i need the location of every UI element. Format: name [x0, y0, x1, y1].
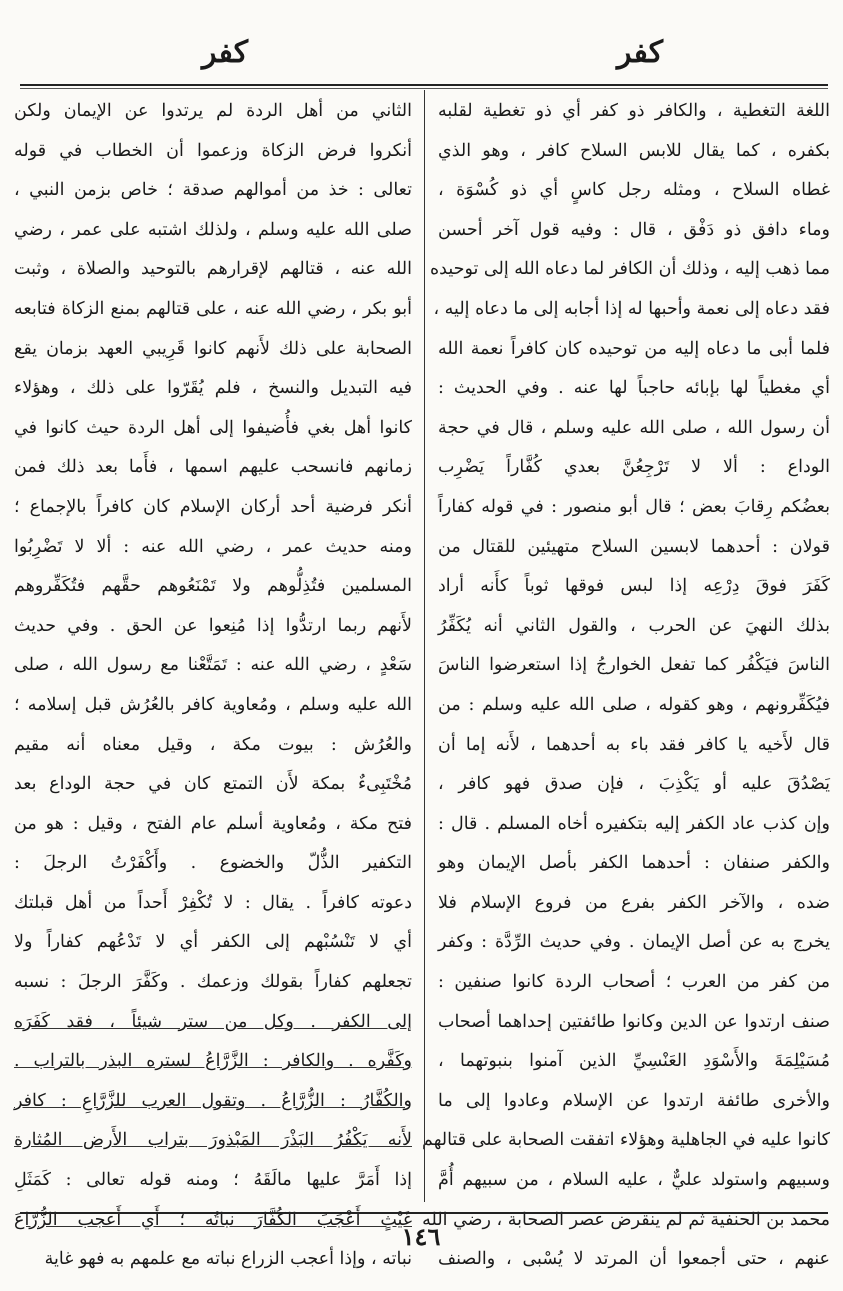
text-line: يَصْدُقَ عليه أو يَكْذِبَ ، فإن صدق فهو كافر ،: [438, 774, 830, 795]
text-line: صنف ارتدوا عن الدين وكانوا طائفتين إحداهما أصحاب: [438, 1011, 830, 1032]
text-line: محمد بن الحنفية ثم لم ينقرض عصر الصحابة ، رضي الله: [422, 1209, 830, 1230]
text-line: والعُرُش : بيوت مكة ، وقيل معناه أنه مقيم: [14, 734, 412, 755]
text-line-underlined: والكُفَّارُ : الزُّرَّاعُ . وتقول العرب للزَّرَّاعِ : كافر: [14, 1090, 412, 1111]
top-rule-thin: [20, 88, 828, 89]
text-line: ضده ، والآخر الكفر بفرع من فروع الإسلام فلا: [438, 892, 830, 913]
text-line: إذا أَمَرَّ عليها مالَقَهُ ؛ ومنه قوله تعالى : كَمَثَلِ: [14, 1170, 412, 1191]
text-line: الصحابة على ذلك لأَنهم كانوا قَرِيبي العهد بزمان يقع: [14, 338, 412, 359]
text-line: الله عنه ، قتالهم لإقرارهم بالتوحيد والصلاة ، وثبت: [14, 259, 412, 280]
text-line: يخرج به عن أصل الإيمان . وفي حديث الرِّدَّة : وكفر: [438, 932, 830, 953]
text-line: صلى الله عليه وسلم ، ولذلك اشتبه على عمر ، رضي: [14, 219, 412, 240]
text-line: قولان : أحدهما لابسين السلاح متهيئين للقتال من: [438, 536, 830, 557]
text-line: كانوا عليه في الجاهلية وهؤلاء اتفقت الصحابة على قتالهم: [422, 1130, 830, 1151]
text-line: فقد دعاه إلى نعمة وأحبها له إذا أجابه إلى ما دعاه إليه ،: [433, 298, 830, 319]
text-line: كَفَرَ فوقَ دِرْعِه إذا لبس فوقها ثوباً كأَنه أراد: [438, 576, 830, 597]
text-line: وسبيهم واستولد عليٌّ ، عليه السلام ، من سبيهم أُمَّ: [438, 1170, 830, 1191]
text-line: والكفر صنفان : أحدهما الكفر بأصل الإيمان وهو: [438, 853, 830, 874]
text-line: بكفره ، كما يقال للابس السلاح كافر ، وهو الذي: [438, 140, 830, 161]
text-line-underlined: غَيْثٍ أَعْجَبَ الكُفَّارَ نباتُه ؛ أَي أَعجب الزُّرَّاعَ: [14, 1209, 412, 1230]
text-line: ومنه حديث عمر ، رضي الله عنه : ألا لا تَضْرِبُوا: [14, 536, 412, 557]
text-line: عنهم ، حتى أجمعوا أن المرتد لا يُسْبى ، والصنف: [438, 1249, 830, 1270]
text-line-underlined: وكَفَّره . والكافر : الزَّرَّاعُ لستره البذر بالتراب .: [14, 1051, 412, 1072]
text-line: أي مغطياً لها بإبائه حاجباً لها عنه . وفي الحديث :: [438, 378, 830, 399]
text-line: الوداع : ألا لا تَرْجِعُنَّ بعدي كُفَّاراً يَضْرِب: [438, 457, 830, 478]
page-number: ١٤٦: [401, 1222, 441, 1251]
text-line: الناسَ فيَكْفُر كما تفعل الخوارجُ إذا استعرضوا الناسَ: [438, 655, 830, 676]
text-line: أي لا تَنْسُبْهم إلى الكفر أي لا تَدْعُهم كفاراً ولا: [14, 932, 412, 953]
text-line: فيُكَفِّرونهم ، وهو كقوله ، صلى الله عليه وسلم : من: [438, 694, 830, 715]
column-divider: [424, 90, 425, 1202]
text-line: بذلك النهيَ عن الحرب ، والقول الثاني أنه يُكَفِّرُ: [438, 615, 830, 636]
text-line: لأَنهم ربما ارتدُّوا إذا مُنِعوا عن الحق . وفي حديث: [14, 615, 412, 636]
text-line: وإن كذب عاد الكفر إليه بتكفيره أخاه المسلم . قال :: [438, 813, 830, 834]
text-line: نباته ، وإذا أعجب الزراع نباته مع علمهم به فهو غاية: [44, 1249, 412, 1270]
text-line: تعالى : خذ من أموالهم صدقة ؛ خاص بزمن النبي ،: [14, 180, 412, 201]
text-line: مُسَيْلِمَةَ والأَسْوَدِ العَنْسِيِّ الذين آمنوا بنبوتهما ،: [438, 1051, 830, 1072]
text-line: فلما أبى ما دعاه إليه من توحيده كان كافراً نعمة الله: [438, 338, 830, 359]
headword-right: كفر: [616, 35, 663, 70]
text-line: الله عليه وسلم ، ومُعاوية كافر بالعُرُش قبل إسلامه ؛: [14, 694, 412, 715]
text-line: قال لأَخيه يا كافر فقد باء به أحدهما ، لأَنه إما أن: [438, 734, 830, 755]
text-line-underlined: لأَنه يَكْفُرُ البَذْرَ المَبْذورَ بتراب الأَرض المُثارة: [14, 1130, 412, 1151]
text-line: بعضُكم رِقابَ بعض ؛ قال أبو منصور : في قوله كفاراً: [438, 496, 830, 517]
text-line: من كفر من العرب ؛ أصحاب الردة كانوا صنفين :: [438, 972, 830, 993]
bottom-rule: [20, 1212, 828, 1214]
text-line: زمانهم فانسحب عليهم اسمها ، فأَما بعد ذلك فمن: [14, 457, 412, 478]
text-line: تجعلهم كفاراً بقولك وزعمك . وكَفَّرَ الرجلَ : نسبه: [14, 972, 412, 993]
text-line: المسلمين فتُذِلُّوهم ولا تَمْنَعُوهم حقَّهم فتُكَفِّروهم: [14, 576, 412, 597]
text-line: اللغة التغطية ، والكافر ذو كفر أي ذو تغطية لقلبه: [438, 101, 830, 121]
text-line: الثاني من أهل الردة لم يرتدوا عن الإيمان ولكن: [14, 101, 412, 121]
text-line: كانوا أهل بغي فأُضيفوا إلى أهل الردة حيث كانوا في: [14, 417, 412, 438]
top-rule: [20, 84, 828, 86]
text-line: أبو بكر ، رضي الله عنه ، على قتالهم بمنع الزكاة فتابعه: [14, 298, 412, 319]
text-line: أنكروا فرض الزكاة وزعموا أن الخطاب في قوله: [14, 140, 412, 161]
text-line: فيه التبديل والنسخ ، فلم يُقَرّوا على ذلك ، وهؤلاء: [14, 378, 412, 399]
text-line: مُخْتَبِىءٌ بمكة لأَن التمتع كان في حجة الوداع بعد: [14, 774, 412, 795]
text-line: والأخرى طائفة ارتدوا عن الإسلام وعادوا إلى ما: [438, 1090, 830, 1111]
text-line: سَعْدٍ ، رضي الله عنه : تَمَتَّعْنا مع رسول الله ، صلى: [14, 655, 412, 676]
text-line-underlined: إلى الكفر . وكل من ستر شيئاً ، فقد كَفَرَه: [14, 1011, 412, 1032]
text-line: مما ذهب إليه ، وذلك أن الكافر لما دعاه الله إلى توحيده: [429, 259, 830, 280]
text-line: غطاه السلاح ، ومثله رجل كاسٍ أي ذو كُسْوَة ،: [438, 180, 830, 201]
left-column: [14, 92, 412, 1270]
text-line: فتح مكة ، ومُعاوية أسلم عام الفتح ، وقيل : هو من: [14, 813, 412, 834]
text-line: وماء دافق ذو دَفْق ، قال : وفيه قول آخر أحسن: [438, 219, 830, 240]
text-line: التكفير الذُّلّ والخضوع . وأَكْفَرْتُ الرجلَ :: [14, 853, 412, 874]
text-line: أنكر فرضية أحد أركان الإسلام كان كافراً بالإجماع ؛: [14, 496, 412, 517]
headword-left: كفر: [201, 35, 248, 70]
right-column: [422, 92, 830, 1270]
text-line: أن رسول الله ، صلى الله عليه وسلم ، قال في حجة: [438, 417, 830, 438]
text-line: دعوته كافراً . يقال : لا تُكْفِرْ أَحداً من أهل قبلتك: [14, 892, 412, 913]
